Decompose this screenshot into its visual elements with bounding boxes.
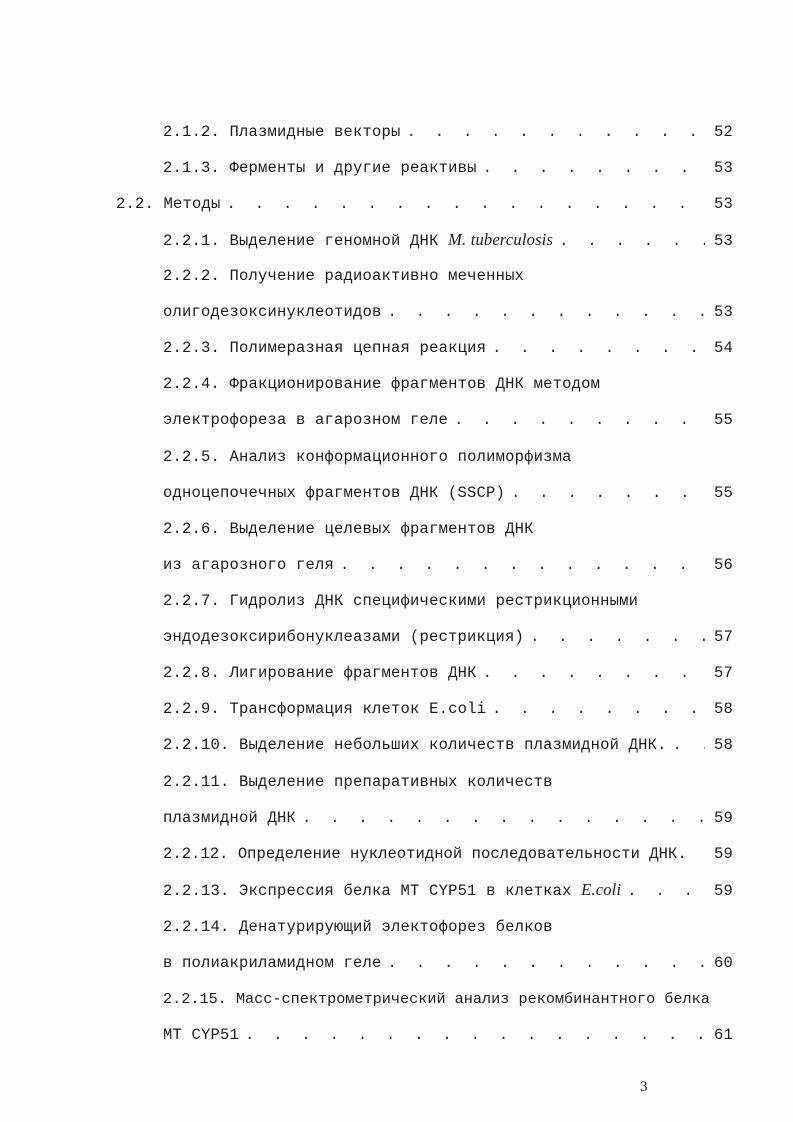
dot-leader — [227, 194, 705, 214]
dot-leader — [627, 881, 705, 901]
toc-page-number: 52 — [713, 123, 733, 141]
toc-entry-2-2-1 — [163, 230, 733, 251]
toc-entry-text: 2.2.1. Выделение геномной ДНК M. tuberculosis — [163, 230, 554, 250]
toc-page-number: 59 — [713, 845, 733, 863]
toc-entry-2-2-2-line2 — [163, 302, 733, 322]
toc-entry-text: 2.2.11. Выделение препаративных количеств — [163, 773, 553, 791]
toc-entry-2-2-4-line2 — [163, 410, 733, 430]
toc-entry-text: 2.2.12. Определение нуклеотидной последовательности ДНК. — [163, 845, 687, 863]
toc-page-number: 53 — [713, 232, 733, 250]
toc-entry-2-2-3 — [163, 338, 733, 358]
dot-leader — [407, 122, 705, 142]
toc-entry-text: 2.2.8. Лигирование фрагментов ДНК — [163, 664, 477, 682]
toc-entry-2-2-7-line1 — [163, 591, 733, 611]
toc-page-number: 59 — [713, 882, 733, 900]
toc-page-number: 61 — [713, 1026, 733, 1044]
dot-leader — [245, 1025, 705, 1045]
toc-entry-2-2 — [116, 194, 733, 214]
toc-entry-2-2-5-line2 — [163, 483, 733, 503]
toc-entry-2-2-14-line1 — [163, 917, 733, 937]
toc-entry-2-2-11-line2 — [163, 808, 733, 828]
toc-entry-text: одноцепочечных фрагментов ДНК (SSCP) — [163, 484, 506, 502]
toc-page-number: 54 — [713, 339, 733, 357]
dot-leader — [492, 699, 705, 719]
toc-entry-2-2-7-line2 — [163, 627, 733, 647]
toc-entry-2-2-2-line1 — [163, 266, 733, 286]
toc-entry-2-2-15-line2 — [163, 1025, 733, 1045]
toc-page-number: 56 — [713, 556, 733, 574]
toc-entry-text: эндодезоксирибонуклеазами (рестрикция) — [163, 628, 525, 646]
toc-entry-text: 2.2.2. Получение радиоактивно меченных — [163, 267, 525, 285]
toc-entry-2-2-5-line1 — [163, 447, 733, 467]
toc-entry-text: 2.2.7. Гидролиз ДНК специфическими рестрикционными — [163, 592, 639, 610]
toc-entry-text: 2.2.10. Выделение небольших количеств плазмидной ДНК. — [163, 736, 667, 754]
toc-page-number: 55 — [713, 484, 733, 502]
toc-entry-2-2-12 — [163, 844, 733, 864]
dot-leader — [483, 158, 705, 178]
dot-leader — [483, 663, 705, 683]
dot-leader — [388, 953, 705, 973]
toc-entry-2-2-8 — [163, 663, 733, 683]
toc-entry-text: 2.1.3. Ферменты и другие реактивы — [163, 159, 477, 177]
toc-page-number: 58 — [713, 700, 733, 718]
toc-entry-text: 2.2.4. Фракционирование фрагментов ДНК методом — [163, 375, 601, 393]
toc-entry-2-1-3 — [163, 158, 733, 178]
toc-entry-2-2-4-line1 — [163, 374, 733, 394]
dot-leader — [454, 410, 705, 430]
dot-leader — [673, 735, 705, 755]
toc-entry-text: олигодезоксинуклеотидов — [163, 303, 382, 321]
toc-entry-text: 2.2.15. Масс-спектрометрический анализ рекомбинантного белка — [163, 990, 710, 1008]
toc-entry-text: 2.2.3. Полимеразная цепная реакция — [163, 339, 487, 357]
dot-leader — [302, 808, 705, 828]
toc-entry-text: 2.2.5. Анализ конформационного полиморфизма — [163, 448, 572, 466]
dot-leader — [388, 302, 705, 322]
toc-entry-2-2-13 — [163, 880, 733, 901]
toc-page-number: 53 — [713, 195, 733, 213]
toc-entry-text: MT CYP51 — [163, 1026, 240, 1044]
toc-entry-text: 2.2. Методы — [116, 195, 221, 213]
toc-page-number: 53 — [713, 303, 733, 321]
toc-page-number: 53 — [713, 159, 733, 177]
toc-entry-2-2-9 — [163, 699, 733, 719]
dot-leader — [559, 231, 705, 251]
dot-leader — [511, 483, 705, 503]
toc-entry-2-2-6-line2 — [163, 555, 733, 575]
toc-page-number: 55 — [713, 411, 733, 429]
toc-entry-text: из агарозного геля — [163, 556, 335, 574]
dot-leader — [340, 555, 705, 575]
toc-entry-text: 2.2.6. Выделение целевых фрагментов ДНК — [163, 520, 534, 538]
dot-leader — [530, 627, 705, 647]
toc-entry-2-2-11-line1 — [163, 772, 733, 792]
toc-entry-text: 2.2.13. Экспрессия белка MT CYP51 в клетках E.coli — [163, 880, 622, 900]
toc-page-number: 57 — [713, 628, 733, 646]
dot-leader — [492, 338, 705, 358]
toc-entry-2-1-2 — [163, 122, 733, 142]
footer-page-number: 3 — [640, 1079, 648, 1095]
toc-entry-text: 2.1.2. Плазмидные векторы — [163, 123, 401, 141]
toc-entry-text: в полиакриламидном геле — [163, 954, 382, 972]
toc-page-number: 57 — [713, 664, 733, 682]
toc-entry-2-2-15-line1 — [163, 989, 753, 1009]
toc-entry-text: плазмидной ДНК — [163, 809, 297, 827]
toc-entry-2-2-14-line2 — [163, 953, 733, 973]
toc-entry-2-2-6-line1 — [163, 519, 733, 539]
toc-page-number: 59 — [713, 809, 733, 827]
toc-page-number: 58 — [713, 736, 733, 754]
toc-entry-text: 2.2.9. Трансформация клеток E.coli — [163, 700, 487, 718]
toc-entry-text: электрофореза в агарозном геле — [163, 411, 449, 429]
toc-page-number: 60 — [713, 954, 733, 972]
toc-entry-text: 2.2.14. Денатурирующий электофорез белков — [163, 918, 553, 936]
toc-entry-2-2-10 — [163, 735, 733, 755]
